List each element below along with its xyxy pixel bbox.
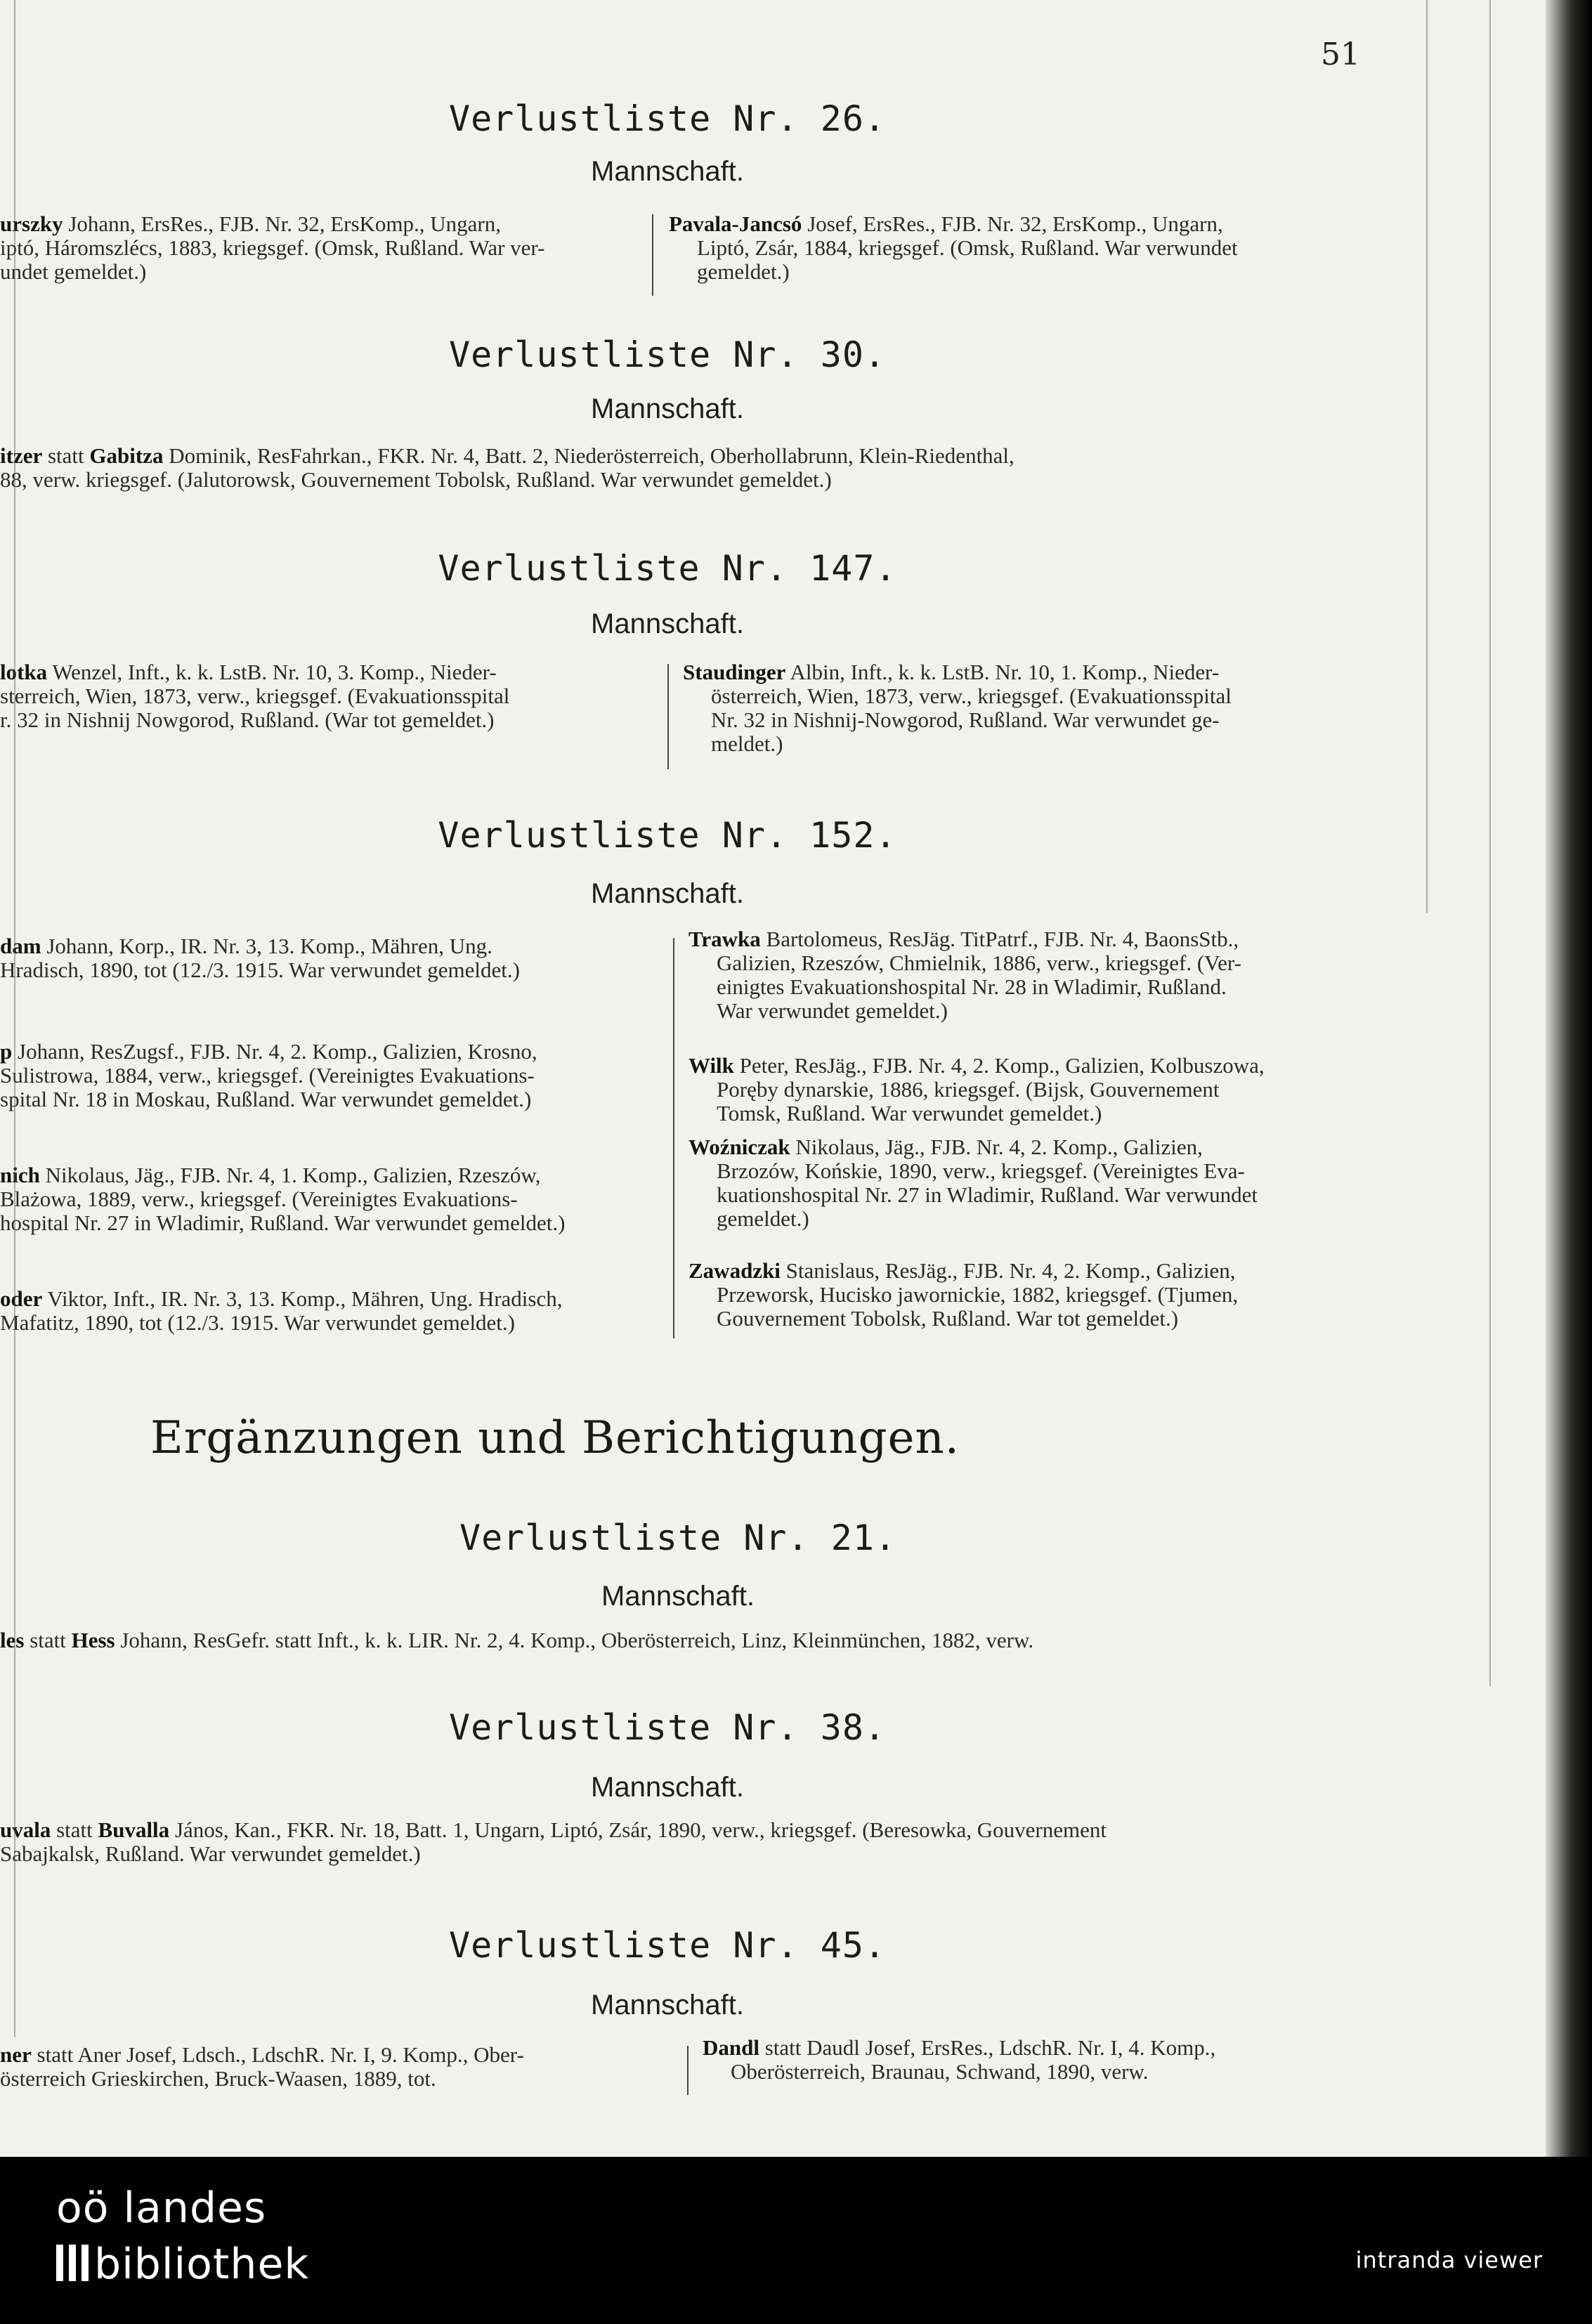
entry-continuation: 88, verw. kriegsgef. (Jalutorowsk, Gouvernement Tobolsk, Rußland. War verwundet gemeldet.) xyxy=(0,467,832,492)
entry-continuation: Poręby dynarskie, 1886, kriegsgef. (Bijsk, Gouvernement Tomsk, Rußland. War verwundet gemeldet.) xyxy=(717,1077,1220,1125)
section-subtitle: Mannschaft. xyxy=(591,1990,744,2021)
entry-name: les xyxy=(0,1628,25,1652)
entry-text: Albin, Inft., k. k. LstB. Nr. 10, 1. Komp., Nieder- xyxy=(785,660,1220,684)
entry-continuation: Galizien, Rzeszów, Chmielnik, 1886, verw., kriegsgef. (Ver- einigtes Evakuationshospital Nr. 28 in Wladimir, Rußland. War verwundet gemeldet.) xyxy=(717,951,1241,1023)
column-divider xyxy=(652,214,653,296)
entry-name: Trawka xyxy=(689,927,761,951)
entry-name: uvala xyxy=(0,1817,51,1842)
entry-text: Wenzel, Inft., k. k. LstB. Nr. 10, 3. Komp., Nieder- xyxy=(47,660,497,684)
scan-scratch xyxy=(14,0,15,2037)
entry-name: Zawadzki xyxy=(689,1258,781,1283)
entry-name: ner xyxy=(0,2042,32,2067)
entry-name: itzer xyxy=(0,443,43,468)
list-entry xyxy=(0,660,650,732)
entry-continuation: Mafatitz, 1890, tot (12./3. 1915. War verwundet gemeldet.) xyxy=(0,1310,515,1335)
entry-text: Nikolaus, Jäg., FJB. Nr. 4, 2. Komp., Galizien, xyxy=(790,1135,1203,1159)
library-logo-line2 xyxy=(56,2240,309,2289)
list-entry xyxy=(0,1818,1388,1866)
list-entry xyxy=(0,1040,657,1111)
entry-continuation: Przeworsk, Hucisko jawornickie, 1882, kriegsgef. (Tjumen, Gouvernement Tobolsk, Rußland. War tot gemeldet.) xyxy=(717,1282,1239,1331)
entry-name: Staudinger xyxy=(683,660,786,684)
corrections-heading: Ergänzungen und Berichtigungen. xyxy=(150,1412,960,1464)
list-entry xyxy=(683,660,1368,756)
list-entry xyxy=(0,1628,1370,1652)
section-title: Verlustliste Nr. 21. xyxy=(459,1517,897,1558)
entry-continuation: Hradisch, 1890, tot (12./3. 1915. War verwundet gemeldet.) xyxy=(0,958,520,982)
list-entry xyxy=(689,1135,1370,1231)
column-divider xyxy=(673,938,674,1338)
entry-text: Dominik, ResFahrkan., FKR. Nr. 4, Batt. 2, Niederösterreich, Oberhollabrunn, Klein-Riedenthal, xyxy=(163,443,1014,468)
entry-continuation: Oberösterreich, Braunau, Schwand, 1890, verw. xyxy=(731,2059,1149,2084)
list-entry xyxy=(689,1054,1370,1125)
entry-name: urszky xyxy=(0,211,63,236)
entry-text: Viktor, Inft., IR. Nr. 3, 13. Komp., Mähren, Ung. Hradisch, xyxy=(42,1286,563,1311)
entry-name: Wilk xyxy=(689,1053,734,1078)
scan-scratch xyxy=(1489,0,1491,1686)
entry-continuation: Sulistrowa, 1884, verw., kriegsgef. (Vereinigtes Evakuations- spital Nr. 18 in Moskau, Rußland. War verwundet gemeldet.) xyxy=(0,1063,535,1111)
entry-name: lotka xyxy=(0,660,48,684)
section-subtitle: Mannschaft. xyxy=(591,878,744,909)
list-entry xyxy=(669,212,1364,284)
entry-name: oder xyxy=(0,1286,43,1311)
list-entry xyxy=(0,212,636,284)
logo-bar-icon xyxy=(56,2245,63,2281)
list-entry xyxy=(0,2043,667,2091)
list-entry xyxy=(0,934,657,982)
scan-scratch xyxy=(1426,0,1428,913)
entry-continuation: sterreich, Wien, 1873, verw., kriegsgef. (Evakuationsspital r. 32 in Nishnij Nowgorod, Rußland. (War tot gemeldet.) xyxy=(0,684,510,732)
section-title: Verlustliste Nr. 38. xyxy=(448,1707,887,1748)
section-subtitle: Mannschaft. xyxy=(591,156,744,187)
entry-text: Johann, ErsRes., FJB. Nr. 32, ErsKomp., Ungarn, xyxy=(63,211,501,236)
entry-text: Johann, Korp., IR. Nr. 3, 13. Komp., Mähren, Ung. xyxy=(41,934,492,958)
entry-text: statt Daudl Josef, ErsRes., LdschR. Nr. I, 4. Komp., xyxy=(759,2035,1216,2060)
entry-name: dam xyxy=(0,934,41,958)
section-subtitle: Mannschaft. xyxy=(591,1772,744,1803)
entry-continuation: Sabajkalsk, Rußland. War verwundet gemeldet.) xyxy=(0,1841,421,1866)
section-title: Verlustliste Nr. 152. xyxy=(438,815,897,856)
page-number: 51 xyxy=(1321,37,1360,72)
section-title: Verlustliste Nr. 45. xyxy=(448,1925,887,1966)
list-entry xyxy=(689,927,1370,1023)
entry-continuation: iptó, Háromszlécs, 1883, kriegsgef. (Omsk, Rußland. War ver- undet gemeldet.) xyxy=(0,235,545,284)
entry-text: Peter, ResJäg., FJB. Nr. 4, 2. Komp., Galizien, Kolbuszowa, xyxy=(733,1053,1265,1078)
entry-text: statt xyxy=(51,1817,98,1842)
library-logo-text: bibliothek xyxy=(94,2240,310,2289)
entry-name: p xyxy=(0,1039,13,1064)
section-subtitle: Mannschaft. xyxy=(591,608,744,639)
entry-name: Dandl xyxy=(703,2035,759,2060)
column-divider xyxy=(687,2046,689,2095)
page-edge-shadow xyxy=(1546,0,1592,2324)
viewer-label: intranda viewer xyxy=(1355,2247,1543,2273)
logo-bar-icon xyxy=(69,2245,76,2281)
section-title: Verlustliste Nr. 147. xyxy=(438,548,897,589)
entry-text: statt xyxy=(24,1628,72,1652)
entry-continuation: österreich, Wien, 1873, verw., kriegsgef. (Evakuationsspital Nr. 32 in Nishnij-Nowgorod, Rußland. War verwundet ge- meldet.) xyxy=(711,684,1232,756)
section-title: Verlustliste Nr. 26. xyxy=(448,98,887,139)
entry-text: János, Kan., FKR. Nr. 18, Batt. 1, Ungarn, Liptó, Zsár, 1890, verw., kriegsgef. (Beresowka, Gouvernement xyxy=(169,1817,1107,1842)
list-entry xyxy=(0,1163,657,1235)
entry-text: Stanislaus, ResJäg., FJB. Nr. 4, 2. Komp., Galizien, xyxy=(780,1258,1236,1283)
entry-continuation: österreich Grieskirchen, Bruck-Waasen, 1889, tot. xyxy=(0,2066,436,2091)
entry-text: Johann, ResGefr. statt Inft., k. k. LIR. Nr. 2, 4. Komp., Oberösterreich, Linz, Kleinmünchen, 1882, verw. xyxy=(115,1628,1034,1652)
entry-continuation: Brzozów, Końskie, 1890, verw., kriegsgef. (Vereinigtes Eva- kuationshospital Nr. 27 in Wladimir, Rußland. War verwundet gemeldet.) xyxy=(717,1158,1258,1231)
list-entry xyxy=(703,2036,1377,2084)
entry-name: Pavala-Jancsó xyxy=(669,211,802,236)
entry-name: Hess xyxy=(71,1628,115,1652)
section-subtitle: Mannschaft. xyxy=(591,393,744,424)
list-entry xyxy=(689,1259,1370,1331)
entry-text: Nikolaus, Jäg., FJB. Nr. 4, 1. Komp., Galizien, Rzeszów, xyxy=(39,1163,541,1187)
entry-text: statt Aner Josef, Ldsch., LdschR. Nr. I, 9. Komp., Ober- xyxy=(31,2042,524,2067)
column-divider xyxy=(667,664,669,769)
list-entry xyxy=(0,444,1370,492)
entry-name: Gabitza xyxy=(89,443,164,468)
entry-text: Johann, ResZugsf., FJB. Nr. 4, 2. Komp., Galizien, Krosno, xyxy=(12,1039,537,1064)
section-title: Verlustliste Nr. 30. xyxy=(448,334,887,375)
entry-name: Buvalla xyxy=(98,1817,170,1842)
entry-text: statt xyxy=(42,443,90,468)
entry-text: Josef, ErsRes., FJB. Nr. 32, ErsKomp., Ungarn, xyxy=(802,211,1223,236)
list-entry xyxy=(0,1287,657,1335)
entry-continuation: Blażowa, 1889, verw., kriegsgef. (Vereinigtes Evakuations- hospital Nr. 27 in Wladimir, Rußland. War verwundet gemeldet.) xyxy=(0,1187,566,1235)
section-subtitle: Mannschaft. xyxy=(601,1581,755,1612)
entry-name: nich xyxy=(0,1163,40,1187)
entry-continuation: Liptó, Zsár, 1884, kriegsgef. (Omsk, Rußland. War verwundet gemeldet.) xyxy=(697,235,1238,284)
entry-text: Bartolomeus, ResJäg. TitPatrf., FJB. Nr. 4, BaonsStb., xyxy=(760,927,1239,951)
logo-bar-icon xyxy=(81,2245,89,2281)
library-logo-line1: oö landes xyxy=(56,2183,267,2233)
entry-name: Woźniczak xyxy=(689,1135,790,1159)
